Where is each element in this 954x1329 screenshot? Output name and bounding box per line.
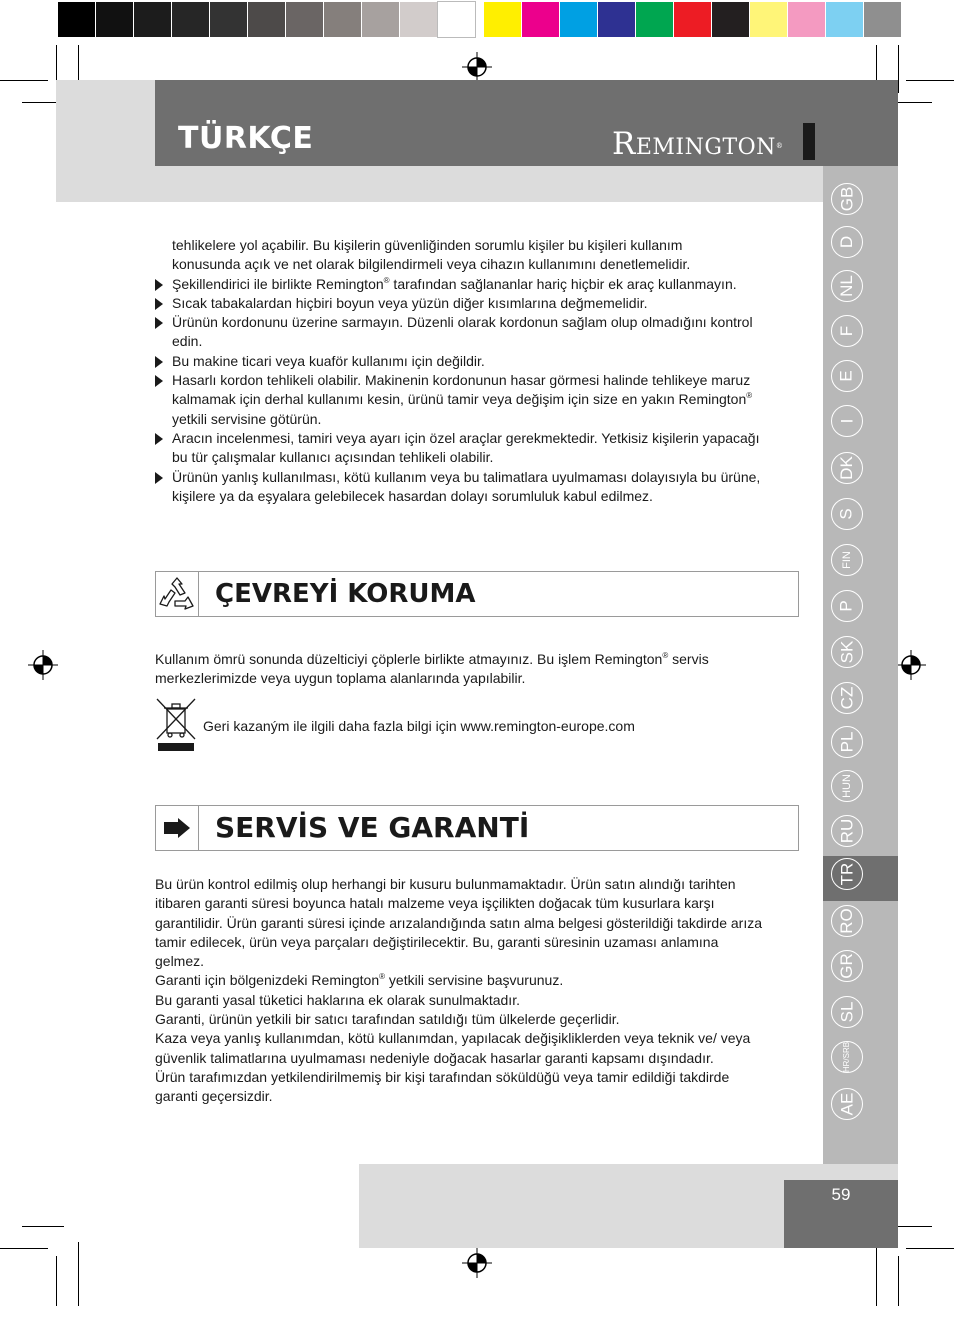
registered-mark: ® (379, 972, 386, 982)
crop-mark (56, 1256, 57, 1306)
crop-mark (22, 1226, 64, 1227)
lang-tab-label: E (837, 370, 856, 382)
color-swatch (484, 2, 521, 37)
crop-mark (906, 1248, 954, 1249)
lang-tab-label: AE (837, 1092, 856, 1116)
color-swatch (286, 2, 323, 37)
color-swatch (826, 2, 863, 37)
lang-tab-cz[interactable] (831, 682, 863, 714)
environment-text-pre: Kullanım ömrü sonunda düzelticiyi çöplerle birlikte atmayınız. Bu işlem Remington (155, 651, 663, 667)
crop-mark (78, 1242, 79, 1306)
lang-tab-label: D (837, 235, 856, 249)
lang-tab-ro[interactable] (831, 905, 863, 937)
lang-tab-label: GB (837, 186, 856, 212)
color-swatch (788, 2, 825, 37)
bullet-triangle-icon (155, 298, 163, 310)
bullet-text-post: yetkili servisine götürün. (172, 410, 322, 427)
lang-tab-nl[interactable] (831, 270, 863, 302)
service-text (155, 875, 767, 1107)
color-swatch (96, 2, 133, 37)
safety-bullet (155, 468, 775, 507)
lang-tab-label: GR (837, 953, 856, 979)
safety-bullet-list (155, 275, 775, 507)
lang-tab-label: P (837, 600, 856, 612)
bullet-text-post: tarafından sağlananlar hariç hiçbir ek araç kullanmayın. (389, 275, 737, 292)
bullet-triangle-icon (155, 433, 163, 445)
recycle-icon (158, 575, 196, 613)
environment-heading (155, 571, 799, 617)
warranty-exclusions: Kaza veya yanlış kullanımdan, kötü kullanımdan, yapılacak değişikliklerden veya teknik ve/ veya güvenlik talimatlarına uyulmaması nedeniyle doğacak hasarlar garanti kapsamı dışındadır. (155, 1030, 751, 1066)
lang-tab-label: NL (836, 275, 856, 297)
registered-mark: ® (383, 275, 390, 285)
brand-rest: EMINGTON (635, 135, 776, 160)
lang-tab-gb[interactable] (831, 183, 863, 215)
color-swatch (324, 2, 361, 37)
brand-registered-mark: ® (775, 142, 784, 150)
lang-tab-ae[interactable] (831, 1088, 863, 1120)
color-swatch (674, 2, 711, 37)
bullet-text: Sıcak tabakalardan hiçbiri boyun veya yüzün diğer kısımlarına değmemelidir. (172, 294, 648, 311)
bullet-triangle-icon (155, 356, 163, 368)
color-swatch (636, 2, 673, 37)
environment-text-post: servis merkezlerimizde veya uygun toplama alanlarında yapılabilir. (155, 651, 709, 687)
service-icon-cell (156, 806, 199, 850)
lang-tab-label: FIN (840, 551, 853, 569)
color-swatch (400, 2, 437, 37)
lang-tab-label: F (836, 325, 856, 337)
color-swatch (58, 2, 95, 37)
color-swatch (134, 2, 171, 37)
lang-tab-label: SK (837, 640, 856, 664)
color-swatch (522, 2, 559, 37)
color-swatch (248, 2, 285, 37)
lang-tab-label: HR/SRB (842, 1041, 852, 1073)
warranty-contact-pre: Garanti için bölgenizdeki Remington (155, 972, 380, 989)
color-swatch (598, 2, 635, 37)
lang-tab-label: S (837, 508, 856, 520)
registration-mark-icon (28, 650, 58, 680)
lang-tab-gr[interactable] (831, 950, 863, 982)
service-title: SERVİS VE GARANTİ (215, 811, 530, 844)
safety-bullet (155, 352, 775, 371)
lang-tab-sl[interactable] (831, 996, 863, 1028)
lang-tab-label: PL (836, 731, 856, 753)
brand-initial: R (612, 126, 636, 162)
bullet-text: Şekillendirici ile birlikte Remington (172, 275, 384, 292)
safety-bullet (155, 429, 775, 468)
brand-logo (612, 126, 783, 162)
warranty-contact (155, 971, 767, 990)
service-heading (155, 805, 799, 851)
safety-bullet (155, 294, 775, 313)
color-swatch (438, 2, 475, 37)
lang-tab-f[interactable] (831, 315, 863, 347)
crop-mark (0, 80, 48, 81)
registered-mark: ® (662, 651, 669, 660)
lang-tab-tr[interactable] (831, 858, 863, 890)
safety-intro (155, 236, 775, 275)
crop-mark (898, 45, 899, 93)
registered-mark: ® (746, 391, 753, 401)
page-number: 59 (831, 1185, 851, 1204)
lang-tab-sk[interactable] (831, 636, 863, 668)
bullet-text: Hasarlı kordon tehlikeli olabilir. Makinenin kordonunun hasar görmesi halinde tehlikeye maruz kalmamak için derhal kullanımı kesin, ürünü tamir veya değişim için size en yakın Remington (172, 372, 751, 408)
safety-intro-line-2: konusunda açık ve net olarak bilgilendirmeli veya cihazın kullanımını denetlemelidir. (172, 256, 691, 273)
lang-tab-ru[interactable] (831, 815, 863, 847)
color-swatch (712, 2, 749, 37)
bullet-text: Ürünün kordonunu üzerine sarmayın. Düzenli olarak kordonun sağlam olup olmadığını kontrol edin. (172, 314, 753, 350)
environment-paragraph (155, 650, 775, 689)
lang-tab-fin[interactable] (831, 544, 863, 576)
recycling-info-text: Geri kazaným ile ilgili daha fazla bilgi için www.remington-europe.com (203, 718, 635, 734)
lang-tab-label: HUN (841, 774, 853, 798)
lang-tab-d[interactable] (831, 226, 863, 258)
bullet-triangle-icon (155, 279, 163, 291)
warranty-void: Ürün tarafımızdan yetkilendirilmemiş bir kişi tarafından söküldüğü veya tamir edildiği takdirde garanti geçersizdir. (155, 1068, 730, 1105)
crossed-bin-icon (155, 697, 197, 755)
warranty-validity: Garanti, ürünün yetkili bir satıcı tarafından satıldığı tüm ülkelerde geçerlidir. (155, 1011, 620, 1028)
bullet-triangle-icon (155, 472, 163, 484)
lang-tab-pl[interactable] (831, 726, 863, 758)
lang-tab-label: I (836, 418, 856, 424)
warranty-statutory-rights: Bu garanti yasal tüketici haklarına ek olarak sunulmaktadır. (155, 991, 520, 1008)
lang-tab-s[interactable] (831, 498, 863, 530)
arrow-right-icon (161, 816, 193, 840)
lang-tab-hr-srb[interactable] (831, 1041, 863, 1073)
brand-bar (803, 123, 815, 160)
lang-tab-dk[interactable] (831, 452, 863, 484)
color-swatch (210, 2, 247, 37)
warranty-paragraph: Bu ürün kontrol edilmiş olup herhangi bir kusuru bulunmamaktadır. Ürün satın alındığı tarihten itibaren garanti süresi boyunca hatalı malzeme veya işçilikten doğacak tüm kusurlara karşı garantilidir. Ürün garanti süresi içinde arızalandığında satın alma belgesi gösterildiği takdirde arıza tamir edilecek, ürün veya parçaları değiştirilecektir. Bu, garanti süresinin uzaması anlamına gelmez. (155, 876, 762, 970)
registration-mark-icon (462, 52, 492, 82)
color-swatch (864, 2, 901, 37)
registration-mark-icon (462, 1248, 492, 1278)
lang-tab-hun[interactable] (831, 770, 863, 802)
color-swatch (362, 2, 399, 37)
bullet-text: Aracın incelenmesi, tamiri veya ayarı için özel araçlar gerekmektedir. Yetkisiz kişilerin yapacağı bu tür çalışmalar kullanıcı açısından tehlikeli olabilir. (172, 429, 760, 466)
color-swatch (560, 2, 597, 37)
registration-mark-icon (896, 650, 926, 680)
color-swatch (172, 2, 209, 37)
color-swatch (750, 2, 787, 37)
lang-tab-label: RU (837, 818, 856, 844)
bullet-text: Bu makine ticari veya kuaför kullanımı için değildir. (172, 352, 485, 369)
safety-bullet (155, 275, 775, 294)
lang-tab-p[interactable] (831, 590, 863, 622)
safety-intro-line-1: tehlikelere yol açabilir. Bu kişilerin güvenliğinden sorumlu kişiler bu kişileri kullanım (172, 237, 683, 253)
environment-icon-cell (156, 572, 199, 616)
crop-mark (906, 80, 954, 81)
warranty-contact-post: yetkili servisine başvurunuz. (385, 972, 564, 989)
page-title: TÜRKÇE (178, 121, 314, 156)
safety-bullet (155, 313, 775, 352)
crop-mark (876, 1242, 877, 1306)
lang-tab-label: CZ (836, 686, 856, 710)
lang-tab-i[interactable] (831, 405, 863, 437)
bullet-text: Ürünün yanlış kullanılması, kötü kullanım veya bu talimatlara uyulmaması dolayısıyla bu ürüne, kişilere ya da eşyalara gelebilecek hasardan dolayı sorumluluk kabul edilmez. (172, 468, 761, 504)
lang-tab-label: DK (837, 456, 856, 480)
crop-mark (0, 1248, 48, 1249)
lang-tab-label: SL (836, 1001, 856, 1023)
safety-bullet (155, 371, 775, 429)
crop-mark (898, 1256, 899, 1306)
lang-tab-label: TR (836, 862, 856, 886)
bullet-triangle-icon (155, 375, 163, 387)
lang-tab-e[interactable] (831, 360, 863, 392)
bullet-triangle-icon (155, 317, 163, 329)
safety-instructions (155, 236, 775, 506)
environment-title: ÇEVREYİ KORUMA (215, 579, 476, 609)
lang-tab-label: RO (837, 908, 856, 934)
